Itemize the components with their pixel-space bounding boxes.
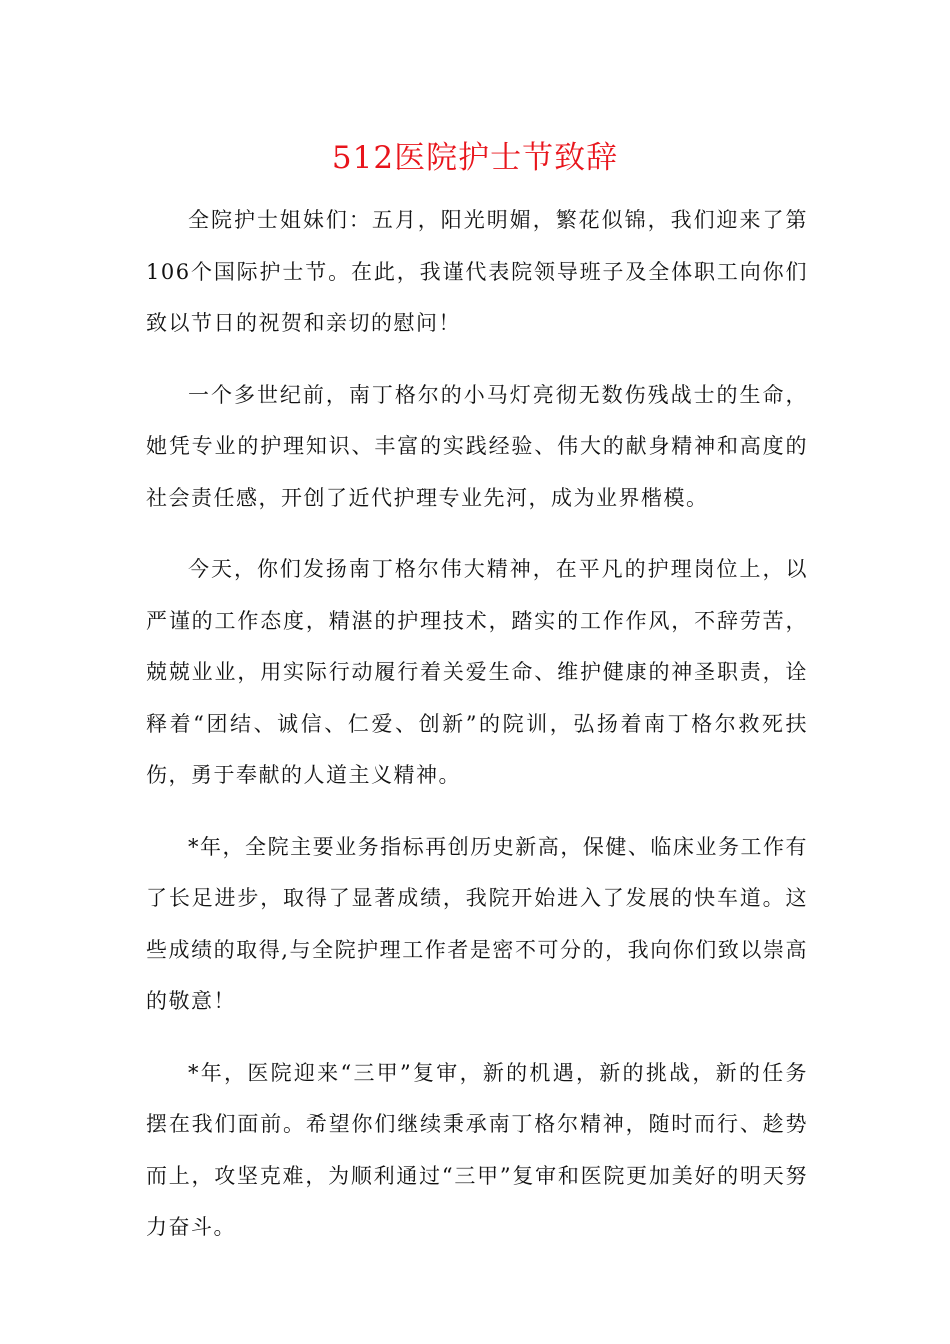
paragraph-future: *年，医院迎来“三甲”复审，新的机遇，新的挑战，新的任务摆在我们面前。希望你们继续秉承南丁格尔精神，随时而行、趁势而上，攻坚克难，为顺利通过“三甲”复审和医院更加美好的明天努力奋斗。 — [146, 1060, 808, 1239]
paragraph-history: 一个多世纪前，南丁格尔的小马灯亮彻无数伤残战士的生命，她凭专业的护理知识、丰富的实践经验、伟大的献身精神和高度的社会责任感，开创了近代护理专业先河，成为业界楷模。 — [146, 382, 808, 510]
document-title: 512医院护士节致辞 — [331, 140, 619, 176]
paragraph-achievements: *年，全院主要业务指标再创历史新高，保健、临床业务工作有了长足进步，取得了显著成绩，我院开始进入了发展的快车道。这些成绩的取得,与全院护理工作者是密不可分的，我向你们致以崇高的敬意！ — [146, 834, 808, 1013]
paragraph-today: 今天，你们发扬南丁格尔伟大精神，在平凡的护理岗位上，以严谨的工作态度，精湛的护理技术，踏实的工作作风，不辞劳苦，兢兢业业，用实际行动履行着关爱生命、维护健康的神圣职责，诠释着“团结、诚信、仁爱、创新”的院训，弘扬着南丁格尔救死扶伤，勇于奉献的人道主义精神。 — [146, 557, 808, 787]
paragraph-greeting: 全院护士姐妹们：五月，阳光明媚，繁花似锦，我们迎来了第106个国际护士节。在此，我谨代表院领导班子及全体职工向你们致以节日的祝贺和亲切的慰问！ — [146, 208, 808, 335]
document-body — [146, 195, 808, 1274]
